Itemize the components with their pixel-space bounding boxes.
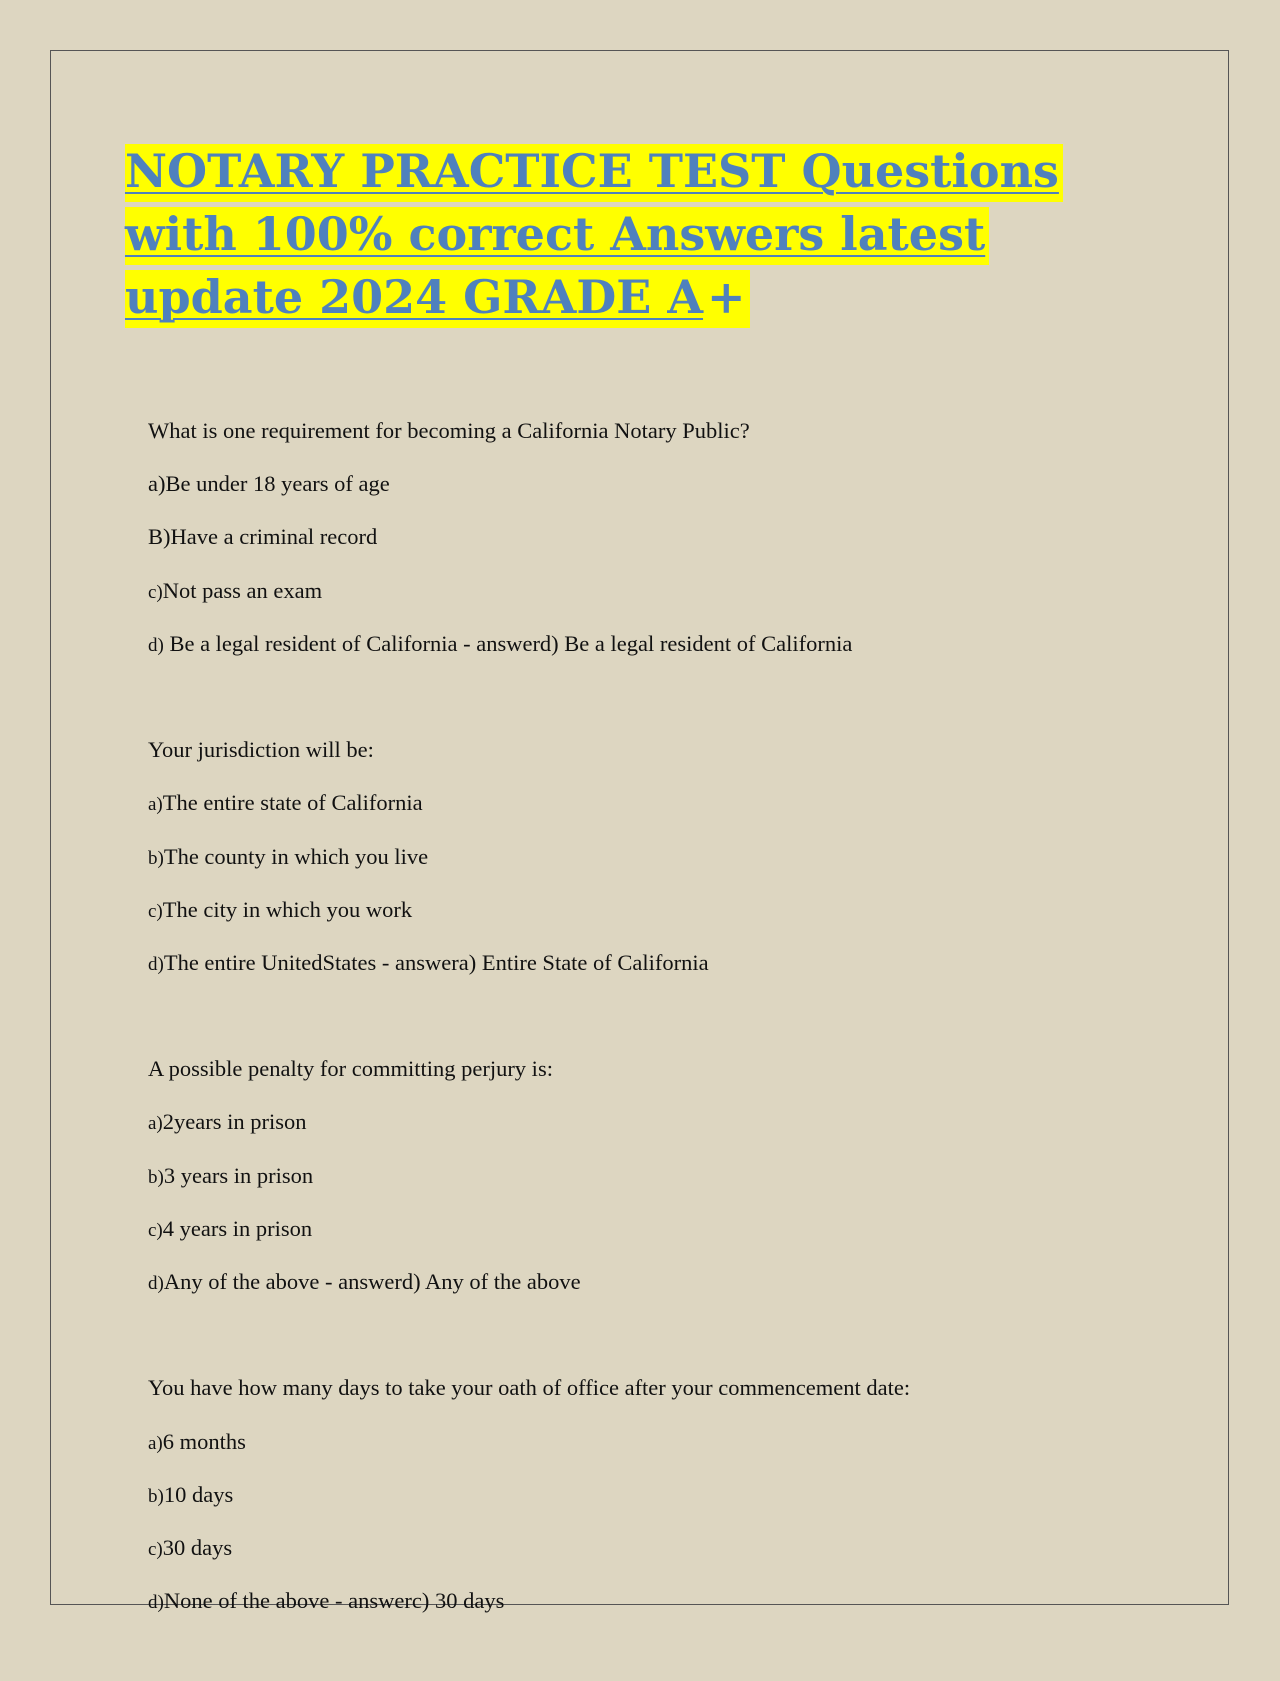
option-label: d)	[148, 1592, 164, 1614]
answer-option	[148, 617, 1198, 670]
question-3	[148, 1042, 1198, 1308]
option-label: c)	[148, 581, 163, 603]
answer-option	[148, 1574, 1198, 1627]
option-text: 3 years in prison	[163, 1162, 314, 1188]
option-text: Be under 18 years of age	[165, 471, 390, 497]
option-label: d)	[148, 953, 164, 975]
option-text: The county in which you live	[163, 843, 429, 869]
option-label: a)	[148, 794, 163, 816]
option-label: d)	[148, 634, 164, 656]
option-text: The entire UnitedStates - answera) Entire State of California	[163, 949, 709, 975]
answer-option	[148, 1095, 1198, 1148]
question-4	[148, 1361, 1198, 1627]
answer-option	[148, 830, 1198, 883]
question-prompt: You have how many days to take your oath of office after your commencement date:	[148, 1375, 911, 1401]
question-1	[148, 404, 1198, 670]
option-text: 6 months	[162, 1428, 246, 1454]
option-text: Any of the above - answerd) Any of the above	[163, 1269, 581, 1294]
answer-option	[148, 1149, 1198, 1202]
option-text: The city in which you work	[162, 896, 413, 922]
option-text: The entire state of California	[162, 790, 423, 816]
option-text: 4 years in prison	[162, 1215, 313, 1241]
option-label: a)	[148, 471, 166, 497]
option-label: a)	[148, 1432, 163, 1454]
option-text: Not pass an exam	[162, 577, 323, 603]
option-label: B)	[148, 524, 171, 550]
option-label: c)	[148, 900, 163, 922]
document-title	[125, 140, 1175, 329]
option-text: 30 days	[162, 1534, 233, 1560]
option-label: a)	[148, 1113, 163, 1135]
answer-option	[148, 1255, 1198, 1308]
option-label: b)	[148, 1485, 164, 1507]
answer-option	[148, 510, 1198, 563]
option-text: Have a criminal record	[170, 524, 378, 550]
option-label: d)	[148, 1273, 164, 1294]
option-label: c)	[148, 1219, 163, 1241]
option-text: 10 days	[163, 1481, 234, 1507]
option-text: None of the above - answerc) 30 days	[163, 1588, 505, 1614]
option-label: b)	[148, 847, 164, 869]
answer-option	[148, 936, 1198, 989]
answer-option	[148, 776, 1198, 829]
question-prompt: Your jurisdiction will be:	[148, 737, 374, 763]
question-2	[148, 723, 1198, 989]
answer-option	[148, 883, 1198, 936]
option-text: Be a legal resident of California - answerd) Be a legal resident of California	[169, 630, 853, 656]
answer-option	[148, 1415, 1198, 1468]
option-label: b)	[148, 1166, 164, 1188]
answer-option	[148, 457, 1198, 510]
question-prompt: A possible penalty for committing perjury is:	[148, 1056, 553, 1082]
document-title-suffix: +	[707, 270, 750, 328]
answer-option	[148, 1202, 1198, 1255]
option-text: 2years in prison	[162, 1109, 307, 1135]
document-title-text: NOTARY PRACTICE TEST Questions with 100% correct Answers latest update 2024 GRADE A	[125, 144, 1063, 328]
answer-option	[148, 1521, 1198, 1574]
option-label: c)	[148, 1538, 163, 1560]
question-list	[148, 404, 1198, 1681]
answer-option	[148, 564, 1198, 617]
question-prompt: What is one requirement for becoming a California Notary Public?	[148, 418, 750, 443]
answer-option	[148, 1468, 1198, 1521]
